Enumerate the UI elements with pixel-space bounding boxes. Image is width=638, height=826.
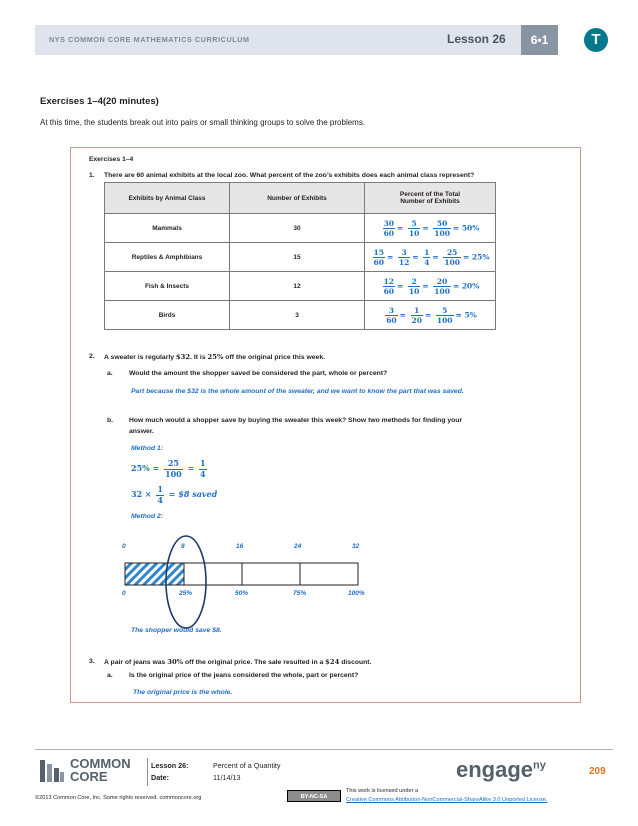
method-1-label: Method 1: [131, 445, 164, 452]
question-3-number: 3. [89, 658, 95, 665]
method-2-label: Method 2: [131, 513, 164, 520]
engage-ny-logo: engage$^{ny}$ [456, 757, 546, 782]
tape-segment [300, 563, 358, 585]
section-heading: Exercises 1–4(20 minutes) [40, 96, 159, 107]
col-header-count: Number of Exhibits [230, 183, 365, 214]
question-2b-text-2: answer. [129, 428, 154, 435]
footer-vertical-divider [147, 758, 148, 786]
footer-lesson-value: Percent of a Quantity [213, 761, 281, 770]
tape-top-label: 32 [352, 543, 360, 550]
question-3a-answer: The original price is the whole. [133, 689, 233, 696]
table-row [105, 272, 496, 301]
question-3-text: A pair of jeans was 30% off the original price. The sale resulted in a $24 discount. [104, 658, 372, 666]
tape-top-label: 8 [181, 543, 185, 550]
table-cell-percent: $\frac{15}{60}$ = $\frac{3}{12}$ = $\frac{1}{4}$ = $\frac{25}{100}$ = 25% [365, 243, 496, 272]
tape-segment [242, 563, 300, 585]
tape-bottom-label: 25% [179, 590, 193, 597]
table-cell-count: 12 [230, 272, 365, 301]
question-2a-answer: Part because the $32 is the whole amount of the sweater, and we want to know the part that was saved. [131, 388, 464, 395]
method-1-line-1: 25% = $\frac{25}{100}$ = $\frac{1}{4}$ [131, 458, 206, 479]
question-2b-answer: The shopper would save $8. [131, 627, 222, 634]
tape-top-label: 16 [236, 543, 244, 550]
tape-top-label: 0 [122, 543, 126, 550]
common-core-logo-icon [40, 760, 64, 782]
footer-divider [35, 749, 613, 750]
tape-bottom-label: 100% [348, 590, 365, 597]
tape-top-label: 24 [294, 543, 302, 550]
question-2-number: 2. [89, 353, 95, 360]
common-core-brand: COMMON CORE [70, 756, 131, 784]
grade-module-badge: 6•1 [521, 25, 558, 55]
footer-date-value: 11/14/13 [213, 773, 241, 782]
question-2a-label: a. [107, 370, 113, 377]
question-1-text: There are 60 animal exhibits at the local zoo. What percent of the zoo’s exhibits does each animal class represent? [104, 172, 475, 179]
question-1 [89, 172, 95, 179]
curriculum-title: NYS COMMON CORE MATHEMATICS CURRICULUM [49, 35, 250, 44]
table-cell-animal: Birds [105, 301, 230, 330]
footer-lesson-key: Lesson 26: [151, 761, 189, 770]
table-cell-animal: Reptiles & Amphibians [105, 243, 230, 272]
footer-copyright: ©2013 Common Core, Inc. Some rights reserved. commoncore.org [35, 795, 202, 801]
creative-commons-badge-icon: BY-NC-SA [287, 790, 341, 802]
tape-segment [184, 563, 242, 585]
tape-shaded-segment [125, 563, 184, 585]
teacher-badge-icon: T [584, 28, 608, 52]
page-number: 209 [589, 766, 606, 777]
table-cell-animal: Mammals [105, 214, 230, 243]
question-3a-label: a. [107, 672, 113, 679]
animal-exhibits-table [104, 182, 496, 330]
method-1-line-2: 32 × $\frac{1}{4}$ = $8 saved [131, 484, 218, 505]
lesson-label: Lesson 26 [447, 32, 506, 46]
question-3a-text: Is the original price of the jeans considered the whole, part or percent? [129, 672, 359, 679]
tape-bottom-label: 0 [122, 590, 126, 597]
footer-license-link[interactable]: Creative Commons Attribution-NonCommercial-ShareAlike 3.0 Unported License. [346, 797, 548, 803]
table-cell-percent: $\frac{12}{60}$ = $\frac{2}{10}$ = $\frac{20}{100}$ = 20% [365, 272, 496, 301]
tape-diagram [115, 535, 380, 630]
table-row [105, 243, 496, 272]
footer-date-key: Date: [151, 773, 169, 782]
question-number: 1. [89, 172, 95, 179]
col-header-percent: Percent of the Total Number of Exhibits [365, 183, 496, 214]
table-cell-percent: $\frac{30}{60}$ = $\frac{5}{10}$ = $\frac{50}{100}$ = 50% [365, 214, 496, 243]
footer-license-text: This work is licensed under a [346, 788, 419, 794]
section-intro: At this time, the students break out into pairs or small thinking groups to solve the problems. [40, 118, 366, 127]
question-2a-text: Would the amount the shopper saved be considered the part, whole or percent? [129, 370, 388, 377]
tape-bottom-label: 75% [293, 590, 307, 597]
table-row [105, 301, 496, 330]
col-header-animal: Exhibits by Animal Class [105, 183, 230, 214]
table-cell-count: 30 [230, 214, 365, 243]
table-cell-animal: Fish & Insects [105, 272, 230, 301]
question-2b-text-1: How much would a shopper save by buying the sweater this week? Show two methods for finding your [129, 417, 463, 424]
question-2b-label: b. [107, 417, 114, 424]
tape-bottom-label: 50% [235, 590, 249, 597]
exercise-box-title: Exercises 1–4 [89, 156, 134, 163]
table-row [105, 214, 496, 243]
question-2-text: A sweater is regularly $32. It is 25% off the original price this week. [104, 353, 326, 361]
table-cell-count: 15 [230, 243, 365, 272]
table-header-row [105, 183, 496, 214]
table-cell-count: 3 [230, 301, 365, 330]
table-cell-percent: $\frac{3}{60}$ = $\frac{1}{20}$ = $\frac{5}{100}$ = 5% [365, 301, 496, 330]
